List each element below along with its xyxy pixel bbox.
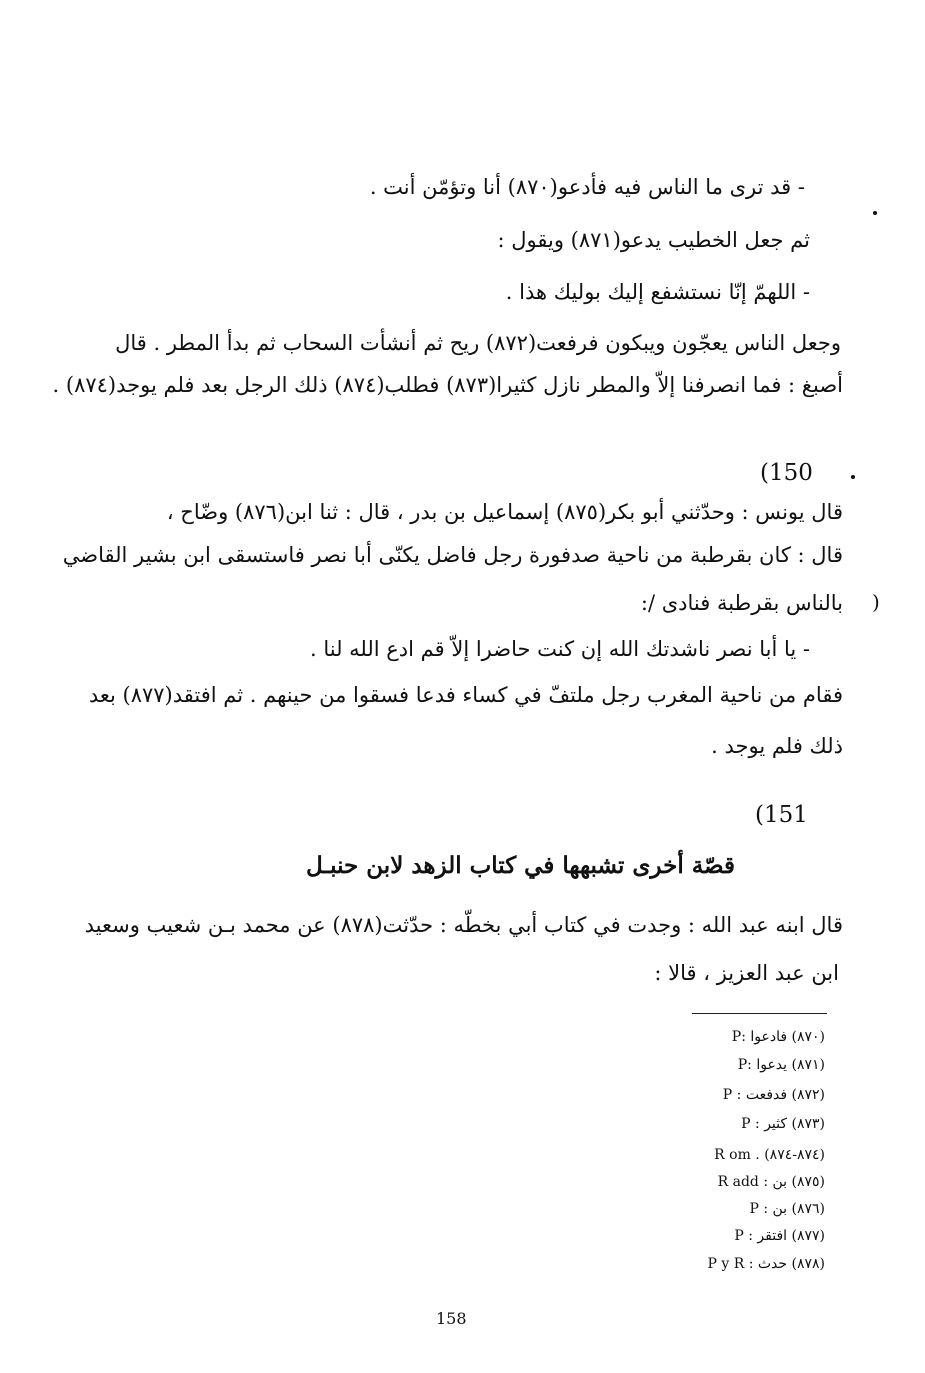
body-line-1: - قد ترى ما الناس فيه فأدعو(٨٧٠) أنا وتؤمّن أنت . (369, 175, 805, 199)
margin-parenthesis: ) (872, 590, 880, 614)
footnote: (٨٧٣) كثير : P (741, 1116, 825, 1132)
body-line-5: أصبغ : فما انصرفنا إلاّ والمطر نازل كثيرا(٨٧٣) فطلب(٨٧٤) ذلك الرجل بعد فلم يوجد(٨٧٤) . (52, 373, 843, 397)
section-151-number: (151 (755, 802, 808, 828)
section-151-line-2: ابن عبد العزيز ، قالا : (654, 961, 839, 985)
margin-dot (873, 211, 877, 215)
section-150-line-3: بالناس بقرطبة فنادى /: (640, 591, 843, 615)
footnote: (٨٧٦) بن : P (749, 1201, 825, 1217)
margin-dot (851, 475, 855, 479)
section-151-line-1: قال ابنه عبد الله : وجدت في كتاب أبي بخطّه : حدّثت(٨٧٨) عن محمد بـن شعيب وسعيد (84, 913, 843, 937)
section-150-line-5: فقام من ناحية المغرب رجل ملتفّ في كساء فدعا فسقوا من حينهم . ثم افتقد(٨٧٧) بعد (88, 683, 843, 707)
page-number: 158 (436, 1309, 467, 1328)
section-150-line-1: قال يونس : وحدّثني أبو بكر(٨٧٥) إسماعيل بن بدر ، قال : ثنا ابن(٨٧٦) وضّاح ، (166, 500, 843, 524)
section-150-line-6: ذلك فلم يوجد . (711, 734, 843, 758)
footnote: (٨٧٠) فادعوا :P (731, 1029, 825, 1045)
body-line-4: وجعل الناس يعجّون ويبكون فرفعت(٨٧٢) ريح ثم أنشأت السحاب ثم بدأ المطر . قال (115, 331, 841, 355)
section-150-line-2: قال : كان بقرطبة من ناحية صدفورة رجل فاضل يكنّى أبا نصر فاستسقى ابن بشير القاضي (62, 543, 843, 567)
footnote: (٨٧٤-٨٧٤) . R om (714, 1147, 825, 1163)
footnote-separator (692, 1013, 827, 1014)
footnote: (٨٧٥) بن : R add (717, 1174, 825, 1190)
footnote: (٨٧٧) افتقر : P (734, 1228, 825, 1244)
body-line-3: - اللهمّ إنّا نستشفع إليك بوليك هذا . (505, 280, 810, 304)
section-150-number: (150 (760, 460, 813, 486)
footnote: (٨٧٨) حدث : P y R (707, 1256, 825, 1272)
body-line-2: ثم جعل الخطيب يدعو(٨٧١) ويقول : (497, 228, 810, 252)
footnote: (٨٧٢) فدفعت : P (722, 1087, 825, 1103)
section-150-line-4: - يا أبا نصر ناشدتك الله إن كنت حاضرا إلاّ قم ادع الله لنا . (309, 637, 810, 661)
section-151-title: قصّة أخرى تشبهها في كتاب الزهد لابن حنبـل (306, 852, 735, 879)
footnote: (٨٧١) يدعوا :P (737, 1057, 825, 1073)
